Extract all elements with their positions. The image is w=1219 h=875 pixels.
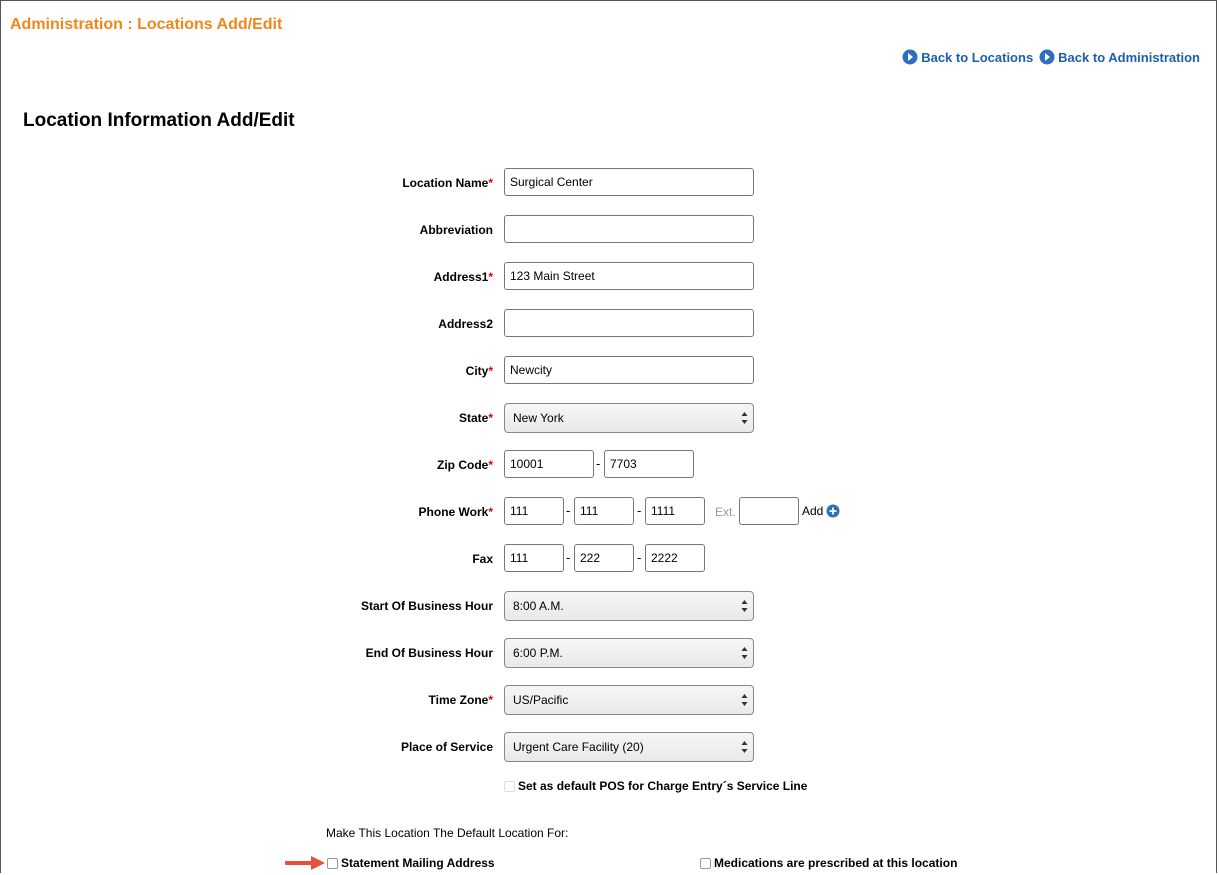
default-pos-option <box>504 779 807 793</box>
location-name-input[interactable] <box>504 168 754 196</box>
back-to-administration-label: Back to Administration <box>1058 49 1200 65</box>
phone-separator: - <box>566 503 571 518</box>
default-location-heading: Make This Location The Default Location For: <box>326 826 569 840</box>
add-phone-button[interactable] <box>802 504 840 518</box>
location-name-row <box>1 168 1218 198</box>
select-arrows-icon <box>741 411 748 425</box>
back-to-locations-label: Back to Locations <box>921 49 1034 65</box>
statement-mailing-label: Statement Mailing Address <box>341 856 495 870</box>
page-title: Administration : Locations Add/Edit <box>10 16 283 33</box>
fax-label: Fax <box>472 552 493 566</box>
select-arrows-icon <box>741 599 748 613</box>
top-links <box>902 49 1200 65</box>
arrow-circle-right-icon <box>1039 49 1055 65</box>
location-name-label: Location Name* <box>402 176 493 190</box>
zip-label: Zip Code* <box>437 458 493 472</box>
statement-mailing-checkbox[interactable] <box>327 858 338 869</box>
red-arrow-icon <box>283 854 327 872</box>
fax-separator: - <box>566 550 571 565</box>
time-zone-label: Time Zone* <box>428 693 493 707</box>
arrow-circle-right-icon <box>902 49 918 65</box>
city-label: City* <box>465 364 493 378</box>
back-to-administration-link[interactable] <box>1039 49 1200 65</box>
address1-label: Address1* <box>433 270 493 284</box>
address1-row <box>1 262 1218 292</box>
state-select[interactable] <box>504 403 754 433</box>
abbreviation-row <box>1 215 1218 245</box>
start-hour-label: Start Of Business Hour <box>360 599 493 613</box>
address2-row <box>1 309 1218 339</box>
medications-checkbox[interactable] <box>700 858 711 869</box>
state-select-value: New York <box>513 411 564 425</box>
phone-prefix-input[interactable] <box>574 497 634 525</box>
start-hour-value: 8:00 A.M. <box>513 599 564 613</box>
abbreviation-input[interactable] <box>504 215 754 243</box>
start-hour-select[interactable] <box>504 591 754 621</box>
start-hour-row <box>1 591 1218 621</box>
end-hour-select[interactable] <box>504 638 754 668</box>
place-of-service-select[interactable] <box>504 732 754 762</box>
select-arrows-icon <box>741 646 748 660</box>
city-input[interactable] <box>504 356 754 384</box>
medications-label: Medications are prescribed at this location <box>714 856 958 870</box>
fax-area-input[interactable] <box>504 544 564 572</box>
phone-ext-label: Ext. <box>715 505 736 519</box>
address2-label: Address2 <box>438 317 493 331</box>
section-title: Location Information Add/Edit <box>23 110 295 131</box>
fax-separator: - <box>637 550 642 565</box>
place-of-service-value: Urgent Care Facility (20) <box>513 740 644 754</box>
back-to-locations-link[interactable] <box>902 49 1033 65</box>
zip-extension-input[interactable] <box>604 450 694 478</box>
state-row <box>1 403 1218 433</box>
phone-area-input[interactable] <box>504 497 564 525</box>
zip-input[interactable] <box>504 450 594 478</box>
end-hour-row <box>1 638 1218 668</box>
plus-circle-icon <box>826 504 840 518</box>
medications-option <box>700 856 957 870</box>
end-hour-label: End Of Business Hour <box>365 646 493 660</box>
select-arrows-icon <box>741 693 748 707</box>
fax-line-input[interactable] <box>645 544 705 572</box>
time-zone-select[interactable] <box>504 685 754 715</box>
phone-label: Phone Work* <box>418 505 493 519</box>
zip-separator: - <box>596 456 601 471</box>
phone-separator: - <box>637 503 642 518</box>
add-phone-label: Add <box>802 504 824 518</box>
time-zone-value: US/Pacific <box>513 693 569 707</box>
phone-ext-input[interactable] <box>739 497 799 525</box>
address2-input[interactable] <box>504 309 754 337</box>
fax-prefix-input[interactable] <box>574 544 634 572</box>
default-pos-label: Set as default POS for Charge Entry´s Service Line <box>518 779 808 793</box>
address1-input[interactable] <box>504 262 754 290</box>
abbreviation-label: Abbreviation <box>419 223 493 237</box>
statement-mailing-option <box>327 856 495 870</box>
time-zone-row <box>1 685 1218 715</box>
place-of-service-row <box>1 732 1218 762</box>
end-hour-value: 6:00 P.M. <box>513 646 563 660</box>
fax-row <box>1 544 1218 574</box>
city-row <box>1 356 1218 386</box>
zip-row <box>1 450 1218 480</box>
default-pos-checkbox[interactable] <box>504 781 515 792</box>
phone-line-input[interactable] <box>645 497 705 525</box>
select-arrows-icon <box>741 740 748 754</box>
place-of-service-label: Place of Service <box>400 740 493 754</box>
phone-row <box>1 497 1218 527</box>
state-label: State* <box>458 411 493 425</box>
